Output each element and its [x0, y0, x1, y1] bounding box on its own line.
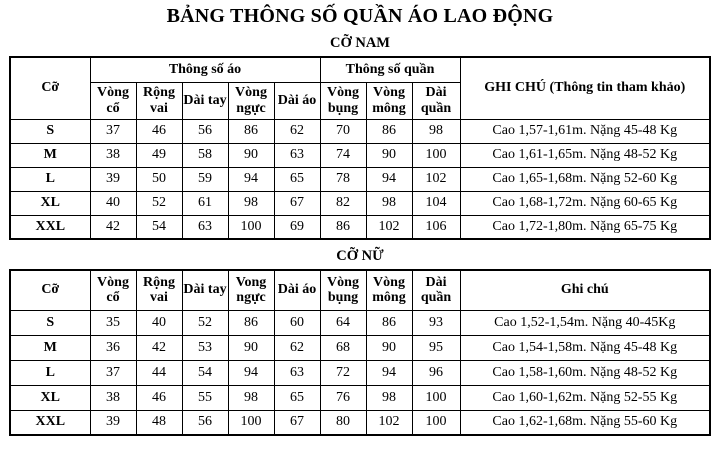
women-col-shirt-length: Dài áo: [274, 270, 320, 310]
men-col-shirt-length: Dài áo: [274, 82, 320, 119]
note-cell: Cao 1,58-1,60m. Nặng 48-52 Kg: [460, 360, 710, 385]
document: [0, 5, 720, 436]
page-title: BẢNG THÔNG SỐ QUẦN ÁO LAO ĐỘNG: [166, 5, 554, 27]
men-size-header: Cỡ: [10, 57, 90, 119]
women-col-waist: Vòng bụng: [320, 270, 366, 310]
measurement-cell: 100: [228, 215, 274, 239]
measurement-cell: 102: [366, 410, 412, 435]
men-col-hip: Vòng mông: [366, 82, 412, 119]
measurement-cell: 63: [182, 215, 228, 239]
measurement-cell: 59: [182, 167, 228, 191]
measurement-cell: 78: [320, 167, 366, 191]
men-notes-header: GHI CHÚ (Thông tin tham khảo): [460, 57, 710, 119]
measurement-cell: 98: [412, 119, 460, 143]
note-cell: Cao 1,65-1,68m. Nặng 52-60 Kg: [460, 167, 710, 191]
measurement-cell: 38: [90, 385, 136, 410]
table-row: [10, 310, 710, 335]
measurement-cell: 56: [182, 410, 228, 435]
measurement-cell: 100: [412, 385, 460, 410]
women-col-pants-length: Dài quần: [412, 270, 460, 310]
measurement-cell: 39: [90, 410, 136, 435]
measurement-cell: 94: [228, 360, 274, 385]
size-cell: XXL: [10, 410, 90, 435]
measurement-cell: 53: [182, 335, 228, 360]
measurement-cell: 63: [274, 143, 320, 167]
measurement-cell: 37: [90, 119, 136, 143]
measurement-cell: 100: [228, 410, 274, 435]
measurement-cell: 90: [228, 143, 274, 167]
measurement-cell: 98: [366, 191, 412, 215]
measurement-cell: 100: [412, 143, 460, 167]
note-cell: Cao 1,72-1,80m. Nặng 65-75 Kg: [460, 215, 710, 239]
note-cell: Cao 1,60-1,62m. Nặng 52-55 Kg: [460, 385, 710, 410]
measurement-cell: 90: [366, 335, 412, 360]
size-cell: S: [10, 310, 90, 335]
women-table-caption: CỠ NỮ: [336, 248, 384, 264]
note-cell: Cao 1,52-1,54m. Nặng 40-45Kg: [460, 310, 710, 335]
measurement-cell: 54: [136, 215, 182, 239]
measurement-cell: 58: [182, 143, 228, 167]
table-row: [10, 119, 710, 143]
size-cell: L: [10, 360, 90, 385]
men-col-chest: Vòng ngực: [228, 82, 274, 119]
note-cell: Cao 1,62-1,68m. Nặng 55-60 Kg: [460, 410, 710, 435]
measurement-cell: 67: [274, 410, 320, 435]
measurement-cell: 74: [320, 143, 366, 167]
men-col-shoulder: Rộng vai: [136, 82, 182, 119]
women-col-sleeve: Dài tay: [182, 270, 228, 310]
women-col-chest: Vong ngực: [228, 270, 274, 310]
measurement-cell: 44: [136, 360, 182, 385]
note-cell: Cao 1,68-1,72m. Nặng 60-65 Kg: [460, 191, 710, 215]
measurement-cell: 61: [182, 191, 228, 215]
table-row: [10, 143, 710, 167]
measurement-cell: 86: [366, 310, 412, 335]
measurement-cell: 56: [182, 119, 228, 143]
size-cell: M: [10, 143, 90, 167]
men-table-body: [10, 119, 710, 239]
measurement-cell: 90: [366, 143, 412, 167]
women-col-neck: Vòng cổ: [90, 270, 136, 310]
note-cell: Cao 1,54-1,58m. Nặng 45-48 Kg: [460, 335, 710, 360]
measurement-cell: 69: [274, 215, 320, 239]
measurement-cell: 54: [182, 360, 228, 385]
measurement-cell: 86: [366, 119, 412, 143]
measurement-cell: 46: [136, 119, 182, 143]
size-cell: S: [10, 119, 90, 143]
measurement-cell: 38: [90, 143, 136, 167]
measurement-cell: 102: [412, 167, 460, 191]
measurement-cell: 106: [412, 215, 460, 239]
measurement-cell: 90: [228, 335, 274, 360]
measurement-cell: 98: [228, 385, 274, 410]
measurement-cell: 102: [366, 215, 412, 239]
measurement-cell: 40: [136, 310, 182, 335]
size-cell: XL: [10, 385, 90, 410]
measurement-cell: 98: [228, 191, 274, 215]
table-row: [10, 360, 710, 385]
measurement-cell: 70: [320, 119, 366, 143]
measurement-cell: 82: [320, 191, 366, 215]
measurement-cell: 48: [136, 410, 182, 435]
women-header-row: [10, 270, 710, 310]
measurement-cell: 65: [274, 167, 320, 191]
measurement-cell: 42: [136, 335, 182, 360]
size-cell: L: [10, 167, 90, 191]
measurement-cell: 94: [228, 167, 274, 191]
measurement-cell: 93: [412, 310, 460, 335]
measurement-cell: 60: [274, 310, 320, 335]
table-row: [10, 215, 710, 239]
measurement-cell: 37: [90, 360, 136, 385]
table-row: [10, 410, 710, 435]
size-cell: XL: [10, 191, 90, 215]
measurement-cell: 80: [320, 410, 366, 435]
measurement-cell: 64: [320, 310, 366, 335]
note-cell: Cao 1,57-1,61m. Nặng 45-48 Kg: [460, 119, 710, 143]
measurement-cell: 50: [136, 167, 182, 191]
measurement-cell: 86: [228, 119, 274, 143]
men-col-sleeve: Dài tay: [182, 82, 228, 119]
women-col-hip: Vòng mông: [366, 270, 412, 310]
men-table-caption: CỠ NAM: [329, 35, 390, 51]
measurement-cell: 46: [136, 385, 182, 410]
men-shirt-group-header: Thông số áo: [90, 57, 320, 82]
measurement-cell: 68: [320, 335, 366, 360]
men-col-pants-length: Dài quần: [412, 82, 460, 119]
measurement-cell: 96: [412, 360, 460, 385]
measurement-cell: 100: [412, 410, 460, 435]
measurement-cell: 55: [182, 385, 228, 410]
size-cell: M: [10, 335, 90, 360]
measurement-cell: 62: [274, 119, 320, 143]
measurement-cell: 62: [274, 335, 320, 360]
women-notes-header: Ghi chú: [460, 270, 710, 310]
measurement-cell: 35: [90, 310, 136, 335]
men-header-group-row: [10, 57, 710, 82]
measurement-cell: 86: [320, 215, 366, 239]
measurement-cell: 94: [366, 167, 412, 191]
women-size-header: Cỡ: [10, 270, 90, 310]
measurement-cell: 76: [320, 385, 366, 410]
note-cell: Cao 1,61-1,65m. Nặng 48-52 Kg: [460, 143, 710, 167]
table-row: [10, 335, 710, 360]
measurement-cell: 40: [90, 191, 136, 215]
women-size-table: [9, 269, 711, 436]
men-pants-group-header: Thông số quần: [320, 57, 460, 82]
table-row: [10, 167, 710, 191]
measurement-cell: 65: [274, 385, 320, 410]
measurement-cell: 86: [228, 310, 274, 335]
measurement-cell: 52: [136, 191, 182, 215]
measurement-cell: 94: [366, 360, 412, 385]
measurement-cell: 95: [412, 335, 460, 360]
size-cell: XXL: [10, 215, 90, 239]
measurement-cell: 63: [274, 360, 320, 385]
table-row: [10, 385, 710, 410]
measurement-cell: 36: [90, 335, 136, 360]
women-table-body: [10, 310, 710, 435]
measurement-cell: 42: [90, 215, 136, 239]
measurement-cell: 39: [90, 167, 136, 191]
measurement-cell: 98: [366, 385, 412, 410]
measurement-cell: 67: [274, 191, 320, 215]
men-col-neck: Vòng cổ: [90, 82, 136, 119]
men-size-table: [9, 56, 711, 240]
measurement-cell: 104: [412, 191, 460, 215]
table-row: [10, 191, 710, 215]
men-col-waist: Vòng bụng: [320, 82, 366, 119]
measurement-cell: 72: [320, 360, 366, 385]
women-col-shoulder: Rộng vai: [136, 270, 182, 310]
measurement-cell: 49: [136, 143, 182, 167]
measurement-cell: 52: [182, 310, 228, 335]
